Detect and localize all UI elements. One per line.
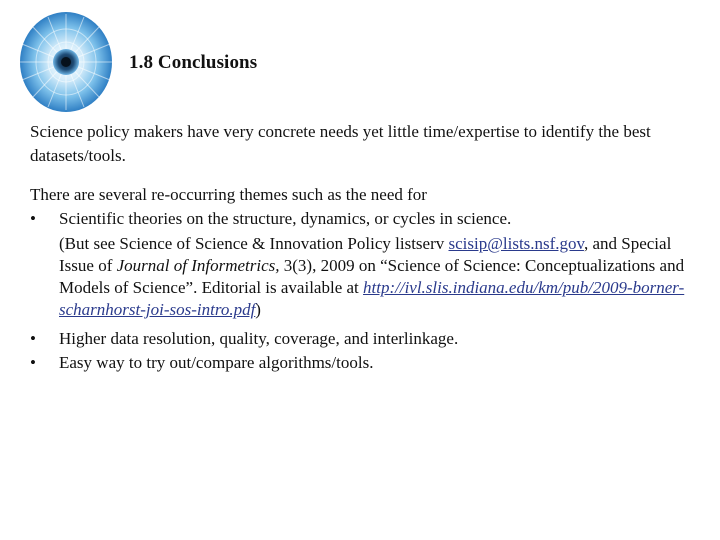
journal-name: Journal of Informetrics, — [116, 256, 280, 275]
logo-icon — [18, 10, 114, 114]
note-text: , and Special Issue of — [59, 234, 672, 275]
bullet-item-data-resolution — [30, 327, 689, 351]
bullet-icon: • — [30, 209, 36, 228]
themes-intro-paragraph: There are several re-occurring themes such as the need for — [30, 185, 427, 204]
intro-paragraph: Science policy makers have very concrete needs yet little time/expertise to identify the best datasets/tools. — [30, 122, 651, 165]
editorial-url-link[interactable]: http://ivl.slis.indiana.edu/km/pub/2009-borner-scharnhorst-joi-sos-intro.pdf — [59, 278, 685, 319]
bullet-icon: • — [30, 353, 36, 372]
bullet-note — [59, 233, 689, 321]
bullet-text: Higher data resolution, quality, coverage, and interlinkage. — [59, 329, 459, 348]
slide-title: 1.8 Conclusions — [129, 52, 258, 73]
bullet-text: Scientific theories on the structure, dynamics, or cycles in science. — [59, 209, 512, 228]
note-text: ) — [255, 300, 261, 319]
bullet-item-compare-tools — [30, 351, 689, 375]
bullet-item-theories — [30, 207, 689, 321]
note-text: (But see Science of Science & Innovation Policy listserv — [59, 234, 449, 253]
note-text: 3(3), 2009 on “Science of Science: Conceptualizations and Models of Science”. Editorial is available at — [59, 256, 685, 297]
bullet-icon: • — [30, 329, 36, 348]
bullet-text: Easy way to try out/compare algorithms/tools. — [59, 353, 374, 372]
email-link[interactable]: scisip@lists.nsf.gov — [448, 234, 584, 253]
